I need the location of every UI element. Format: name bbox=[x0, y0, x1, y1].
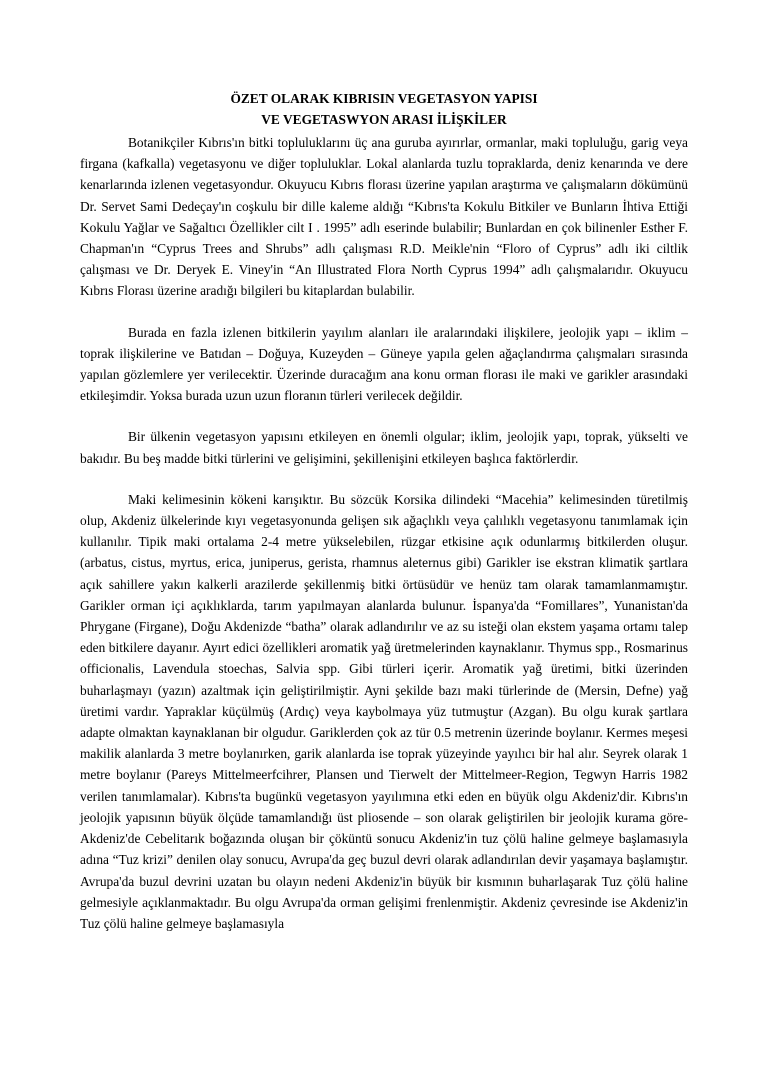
paragraph-factors: Bir ülkenin vegetasyon yapısını etkileyen en önemli olgular; iklim, jeolojik yapı, toprak, yükselti ve bakıdır. Bu beş madde bitki türlerini ve gelişimini, şekillenişini etkileyen başlıca faktörlerdir. bbox=[80, 429, 688, 466]
title-line-1: ÖZET OLARAK KIBRISIN VEGETASYON YAPISI bbox=[230, 91, 538, 106]
paragraph-maki: Maki kelimesinin kökeni karışıktır. Bu sözcük Korsika dilindeki “Macehia” kelimesinden türetilmiş olup, Akdeniz ülkelerinde kıyı vegetasyonunda gelişen sık ağaçlıklı veya çalılıklı vegetasyonu tanımlamak için kullanılır. Tipik maki ortalama 2-4 metre yükselebilen, rüzgar etkisine açık odunlarmış bitkilerden oluşur. (arbatus, cistus, myrtus, erica, juniperus, gerista, rhamnus aleternus gibi) Garikler ise ekstran klimatik şartlara açık sahillere yakın kalkerli arazilerde şekillenmiş bitki örtüsüdür ve henüz tam olarak tamamlanmamıştır. Garikler orman içi açıklıklarda, tarım yapılmayan alanlarda bulunur. İspanya'da “Fomillares”, Yunanistan'da Phrygane (Firgane), Doğu Akdenizde “batha” olarak adlandırılır ve az su isteği olan ekstem yaşama ortamı talep eden bitkilere dayanır. Ayırt edici özellikleri aromatik yağ üretmelerinden kaynaklanır. Thymus spp., Rosmarinus officionalis, Lavendula stoechas, Salvia spp. Gibi türleri içerir. Aromatik yağ üretimi, bitki üzerinden buharlaşmayı (yazın) azaltmak için geliştirilmiştir. Ayni şekilde bazı maki türlerinde de (Mersin, Defne) yağ üretimi vardır. Yapraklar küçülmüş (Ardıç) veya kaybolmaya yüz tutmuştur (Azgan). Bu olgu kurak şartlara adapte olmaktan kaynaklanan bir olgudur. Gariklerden çok az tür 0.5 metrenin üzerinde boylanır. Kermes meşesi makilik alanlarda 3 metre boylanırken, garik alanlarda ise toprak yüzeyinde yayılıcı bir hal alır. Seyrek olarak 1 metre boylanır (Pareys Mittelmeerfcihrer, Plansen und Tierwelt der Mittelmeer-Region, Tegwyn Harris 1982 verilen tanımlamalar). Kıbrıs'ta bugünkü vegetasyon yayılımına etki eden en büyük olgu Akdeniz'dir. Kıbrıs'ın jeolojik yapısının büyük ölçüde tamamlandığı üst pliosende – son olarak geliştirilen bir jeolojik kurama göre- Akdeniz'de Cebelitarık boğazında oluşan bir çöküntü sonucu Akdeniz'in tuz çölü haline gelmeye başlamasıyla adına “Tuz krizi” denilen olay sonucu, Avrupa'da geç buzul devri olarak adlandırılan devir yaşamaya başlamıştır. Avrupa'da buzul devrini uzatan bu olayın nedeni Akdeniz'in büyük bir kısmının buharlaşarak Tuz çölü haline gelmesiyle açıklanmaktadır. Bu olgu Avrupa'da orman gelişimi frenlenmiştir. Akdeniz çevresinde ise Akdeniz'in Tuz çölü haline gelmeye başlamasıyla bbox=[80, 491, 688, 931]
title-line-2: VE VEGETASWYON ARASI İLİŞKİLER bbox=[261, 112, 507, 127]
document-title bbox=[80, 88, 688, 130]
paragraph-botanists: Botanikçiler Kıbrıs'ın bitki topluluklarını üç ana guruba ayırırlar, ormanlar, maki topluluğu, garig veya firgana (kafkalla) vegetasyonu ve diğer topluluklar. Lokal alanlarda tuzlu topraklarda, deniz kenarında ve dere kenarlarında izlenen vegetasyondur. Okuyucu Kıbrıs florası üzerine yapılan araştırma ve çalışmaların dökümünü Dr. Servet Sami Dedeçay'ın coşkulu bir dille kaleme aldığı “Kıbrıs'ta Kokulu Bitkiler ve Bunların İhtiva Ettiği Kokulu Yağlar ve Sağaltıcı Özellikler cilt I . 1995” adlı eserinde bulabilir; Bunlardan en çok bilinenler Esther F. Chapman'ın “Cyprus Trees and Shrubs” adlı çalışması R.D. Meikle'nin “Floro of Cyprus” adlı iki ciltlik çalışması ve Dr. Deryek E. Viney'in “An Illustrated Flora North Cyprus 1994” adlı çalışmalarıdır. Okuyucu Kıbrıs Florası üzerine aradığı bilgileri bu kitaplardan bulabilir. bbox=[80, 135, 688, 299]
paragraph-distribution: Burada en fazla izlenen bitkilerin yayılım alanları ile aralarındaki ilişkilere, jeolojik yapı – iklim – toprak ilişkilerine ve Batıdan – Doğuya, Kuzeyden – Güneye yapıla gelen ağaçlandırma çalışmaları sırasında yapılan gözlemlere yer verilecektir. Üzerinde duracağım ana konu orman florası ile maki ve garikler arasındaki etkileşimdir. Yoksa burada uzun uzun floranın türleri verilecek değildir. bbox=[80, 324, 688, 404]
